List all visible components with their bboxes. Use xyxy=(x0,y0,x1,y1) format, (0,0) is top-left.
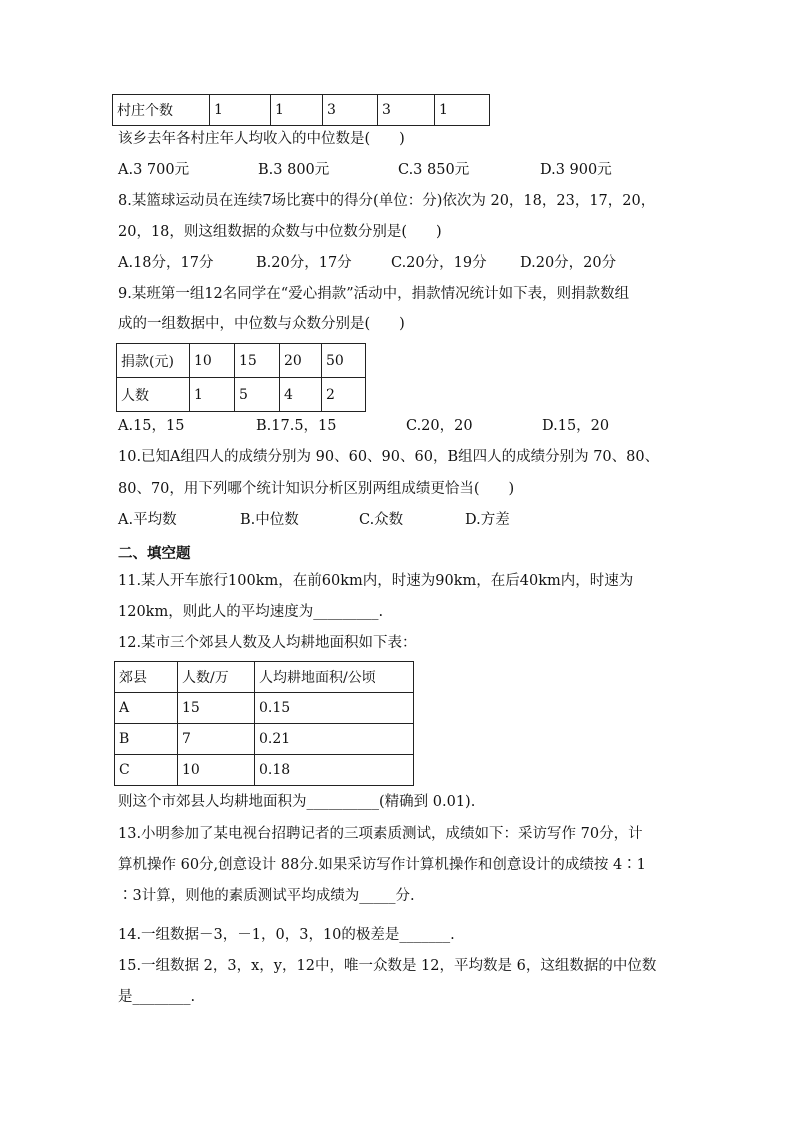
table-cell: 7 xyxy=(178,724,255,755)
table-cell: 人数 xyxy=(117,378,190,412)
option-a: A.18分，17分 xyxy=(118,255,214,271)
option-b: B.20分，17分 xyxy=(256,255,352,271)
question-12-line1: 12.某市三个郊县人数及人均耕地面积如下表： xyxy=(118,635,417,651)
question-13-line3: ∶3计算，则他的素质测试平均成绩为_____分. xyxy=(118,888,415,904)
table-cell: B xyxy=(115,724,178,755)
table-header-cell: 人均耕地面积/公顷 xyxy=(255,662,414,693)
table-cell: A xyxy=(115,693,178,724)
table-cell: 2 xyxy=(322,378,366,412)
table-header-cell: 人数/万 xyxy=(178,662,255,693)
option-b: B.17.5，15 xyxy=(256,418,337,434)
option-a: A.平均数 xyxy=(118,512,177,528)
table-cell: 1 xyxy=(435,95,490,126)
table-cell: 1 xyxy=(271,95,323,126)
table-cell: 15 xyxy=(178,693,255,724)
table-cell: 0.21 xyxy=(255,724,414,755)
table-cell: 捐款(元) xyxy=(117,344,190,378)
question-7-stem: 该乡去年各村庄年人均收入的中位数是( ) xyxy=(118,131,405,147)
question-15-line1: 15.一组数据 2，3，x，y，12中，唯一众数是 12，平均数是 6，这组数据的中位数 xyxy=(118,958,657,974)
table-cell: 5 xyxy=(235,378,280,412)
table-cell: 15 xyxy=(235,344,280,378)
option-a: A.15，15 xyxy=(118,418,185,434)
table-cell: 3 xyxy=(323,95,378,126)
option-c: C.20分，19分 xyxy=(391,255,487,271)
question-11-line2: 120km，则此人的平均速度为_________. xyxy=(118,604,384,620)
question-14-line1: 14.一组数据－3，－1，0，3，10的极差是_______. xyxy=(118,927,455,943)
donation-table xyxy=(116,343,366,412)
option-d: D.3 900元 xyxy=(540,162,612,178)
table-cell: 村庄个数 xyxy=(113,95,210,126)
table-cell: 10 xyxy=(178,755,255,786)
option-b: B.中位数 xyxy=(240,512,299,528)
table-cell: 1 xyxy=(210,95,271,126)
option-d: D.20分，20分 xyxy=(520,255,617,271)
table-cell: 3 xyxy=(378,95,435,126)
question-15-line2: 是________. xyxy=(118,989,196,1005)
table-cell: 50 xyxy=(322,344,366,378)
question-12-line2: 则这个市郊县人均耕地面积为__________(精确到 0.01). xyxy=(118,794,476,810)
question-13-line2: 算机操作 60分,创意设计 88分.如果采访写作计算机操作和创意设计的成绩按 4∶1 xyxy=(118,857,646,873)
table-cell: 0.18 xyxy=(255,755,414,786)
option-c: C.众数 xyxy=(359,512,404,528)
table-cell: 4 xyxy=(280,378,322,412)
option-b: B.3 800元 xyxy=(258,162,330,178)
table-cell: 20 xyxy=(280,344,322,378)
question-13-line1: 13.小明参加了某电视台招聘记者的三项素质测试，成绩如下：采访写作 70分，计 xyxy=(118,826,643,842)
question-9-line2: 成的一组数据中，中位数与众数分别是( ) xyxy=(118,316,405,332)
question-9-line1: 9.某班第一组12名同学在“爱心捐款”活动中，捐款情况统计如下表，则捐款数组 xyxy=(118,286,630,302)
question-10-line1: 10.已知A组四人的成绩分别为 90、60、90、60，B组四人的成绩分别为 70、80、 xyxy=(118,449,660,465)
question-8-line1: 8.某篮球运动员在连续7场比赛中的得分(单位：分)依次为 20，18，23，17，20， xyxy=(118,193,656,209)
option-c: C.3 850元 xyxy=(398,162,470,178)
question-8-line2: 20，18，则这组数据的众数与中位数分别是( ) xyxy=(118,224,442,240)
question-11-line1: 11.某人开车旅行100km，在前60km内，时速为90km，在后40km内，时速为 xyxy=(118,573,634,589)
table-cell: 10 xyxy=(190,344,235,378)
option-d: D.15，20 xyxy=(542,418,610,434)
village-count-table xyxy=(112,94,490,126)
table-cell: C xyxy=(115,755,178,786)
table-cell: 1 xyxy=(190,378,235,412)
table-cell: 0.15 xyxy=(255,693,414,724)
option-c: C.20，20 xyxy=(406,418,473,434)
option-d: D.方差 xyxy=(465,512,510,528)
table-header-cell: 郊县 xyxy=(115,662,178,693)
section-heading: 二、填空题 xyxy=(118,545,191,562)
option-a: A.3 700元 xyxy=(118,162,190,178)
county-table xyxy=(114,661,414,786)
question-10-line2: 80、70，用下列哪个统计知识分析区别两组成绩更恰当( ) xyxy=(118,481,515,497)
